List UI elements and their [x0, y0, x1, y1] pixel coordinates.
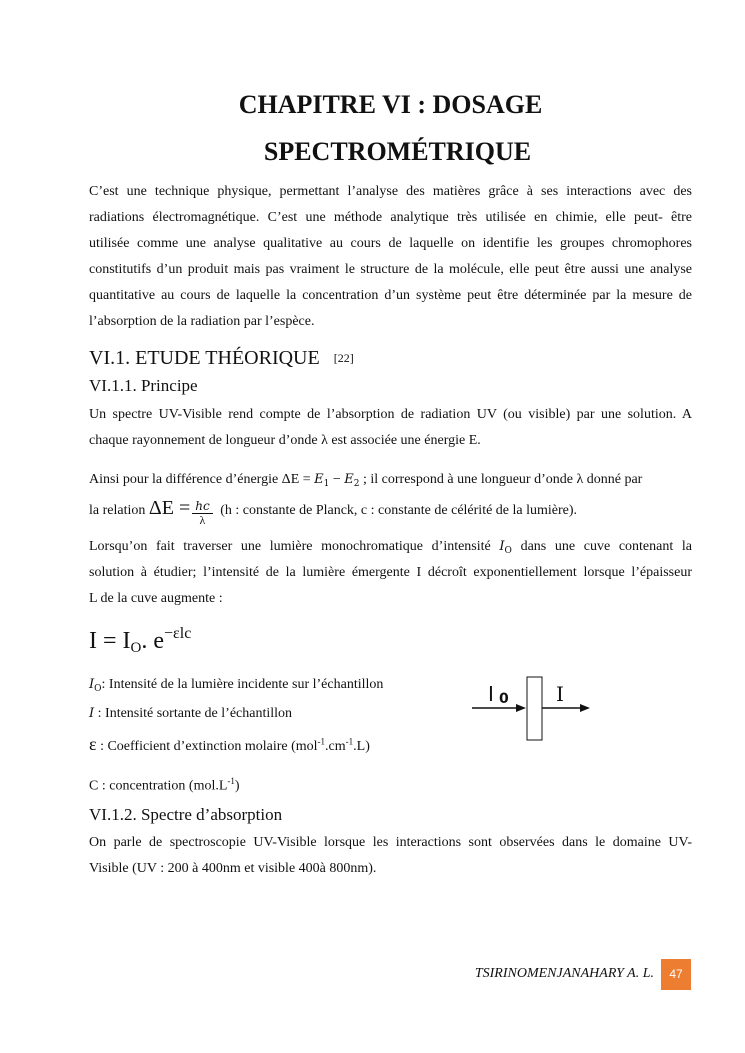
principle-line: Un spectre UV-Visible rend compte de l’absorption de radiation UV (ou visible) par une solution. A [89, 407, 692, 422]
energy-difference-line [89, 472, 642, 489]
intro-line: radiations électromagnétique. C’est une méthode analytique très utilisée en chimie, elle peut- être [89, 210, 692, 225]
legend-i [89, 706, 292, 722]
e1-subscript: 1 [323, 479, 330, 489]
formula-lhs: I = I [89, 628, 131, 654]
spectrum-line: Visible (UV : 200 à 400nm et visible 400à 800nm). [89, 861, 377, 876]
legend-epsilon-text: : Coefficient d’extinction molaire (mol [96, 739, 318, 754]
i0-subscript: O [504, 546, 512, 556]
transmitted-arrow-head [580, 704, 590, 712]
cuvette-rectangle [527, 677, 542, 740]
cuvette-diagram [470, 675, 600, 750]
footer-author: TSIRINOMENJANAHARY A. L. [474, 966, 654, 981]
legend-i0 [89, 677, 383, 694]
beer-line: L de la cuve augmente : [89, 591, 223, 606]
spectrum-paragraph [89, 830, 692, 882]
beer-text: Lorsqu’on fait traverser une lumière monochromatique d’intensité [89, 539, 500, 554]
beer-text-end: dans une cuve contenant la [511, 539, 692, 554]
section-heading [89, 347, 354, 370]
energy-text: Ainsi pour la différence d’énergie ΔE = [89, 472, 315, 487]
legend-i0-text: : Intensité de la lumière incidente sur l’échantillon [101, 677, 384, 692]
beer-lambert-formula [89, 625, 191, 657]
intro-line: constitutifs d’un produit mais pas vraiment le structure de la molécule, elle peut être aussi une analyse [89, 262, 692, 277]
legend-epsilon-mid: .cm [325, 739, 346, 754]
delta-e-symbol: ΔE = [148, 497, 191, 519]
legend-epsilon-symbol: ε [89, 734, 97, 754]
page-number-badge: 47 [661, 959, 691, 990]
i0-symbol [499, 539, 512, 554]
intro-line: utilisée comme une analyse qualitative au cours de laquelle on identifie les groupes chromophores [89, 236, 692, 251]
spectrum-line: On parle de spectroscopie UV-Visible lorsque les interactions sont observées dans le domaine UV- [89, 835, 692, 850]
intro-line: quantitative au cours de laquelle la concentration d’un système peut être déterminée par la mesure de [89, 288, 692, 303]
legend-epsilon-sup2: -1 [345, 736, 354, 747]
transmitted-intensity-label: I [556, 682, 564, 706]
energy-text-end: ; il correspond à une longueur d’onde λ donné par [359, 472, 643, 487]
intro-paragraph [89, 179, 692, 335]
legend-epsilon [89, 734, 370, 755]
fraction-numerator: hc [192, 500, 212, 514]
relation-text: la relation [89, 503, 149, 518]
incident-arrow-head [516, 704, 526, 712]
e1-symbol [314, 472, 329, 487]
subsection-heading-spectre: VI.1.2. Spectre d’absorption [89, 805, 283, 824]
legend-epsilon-end: .L) [353, 739, 370, 754]
citation-ref: [22] [333, 351, 354, 365]
legend-i-letter: I [89, 706, 95, 721]
e2-letter: E [344, 472, 354, 487]
legend-epsilon-sup1: -1 [317, 736, 326, 747]
legend-concentration [89, 776, 240, 795]
planck-relation-line [89, 497, 577, 527]
formula-exponent: −εlc [164, 625, 192, 642]
legend-i0-letter: I [89, 677, 95, 692]
minus-sign: − [329, 472, 345, 487]
beer-lambert-paragraph [89, 534, 692, 612]
legend-c-text: C : concentration (mol.L [89, 778, 228, 794]
relation-text-end: (h : constante de Planck, c : constante de célérité de la lumière). [216, 503, 578, 518]
formula-subscript: O [130, 640, 142, 656]
e1-letter: E [314, 472, 324, 487]
legend-c-sup: -1 [227, 776, 235, 786]
beer-line: solution à étudier; l’intensité de la lumière émergente I décroît exponentiellement lorsque l’épaisseur [89, 565, 692, 580]
incident-intensity-subscript: 0 [499, 691, 509, 707]
e2-symbol [344, 472, 359, 487]
hc-over-lambda-fraction [192, 500, 212, 527]
legend-c-end: ) [234, 778, 240, 794]
i0-letter: I [499, 539, 505, 554]
beer-line [89, 534, 692, 560]
section-heading-text: VI.1. ETUDE THÉORIQUE [89, 347, 320, 369]
fraction-denominator: λ [199, 513, 206, 527]
intro-line: C’est une technique physique, permettant l’analyse des matières grâce à ses interactions avec des [89, 184, 692, 199]
intro-line: l’absorption de la radiation par l’espèce. [89, 314, 315, 329]
principle-line: chaque rayonnement de longueur d’onde λ est associée une énergie E. [89, 433, 481, 448]
principle-paragraph [89, 402, 692, 454]
legend-i0-subscript: O [94, 684, 102, 694]
e2-subscript: 2 [353, 479, 360, 489]
incident-intensity-label: I [488, 682, 494, 706]
formula-exp-base: . e [141, 628, 165, 654]
subsection-heading-principe: VI.1.1. Principe [89, 376, 198, 395]
chapter-title-line1: CHAPITRE VI : DOSAGE [238, 90, 543, 119]
chapter-title-line2: SPECTROMÉTRIQUE [263, 137, 532, 166]
legend-i-text: : Intensité sortante de l’échantillon [94, 706, 293, 721]
